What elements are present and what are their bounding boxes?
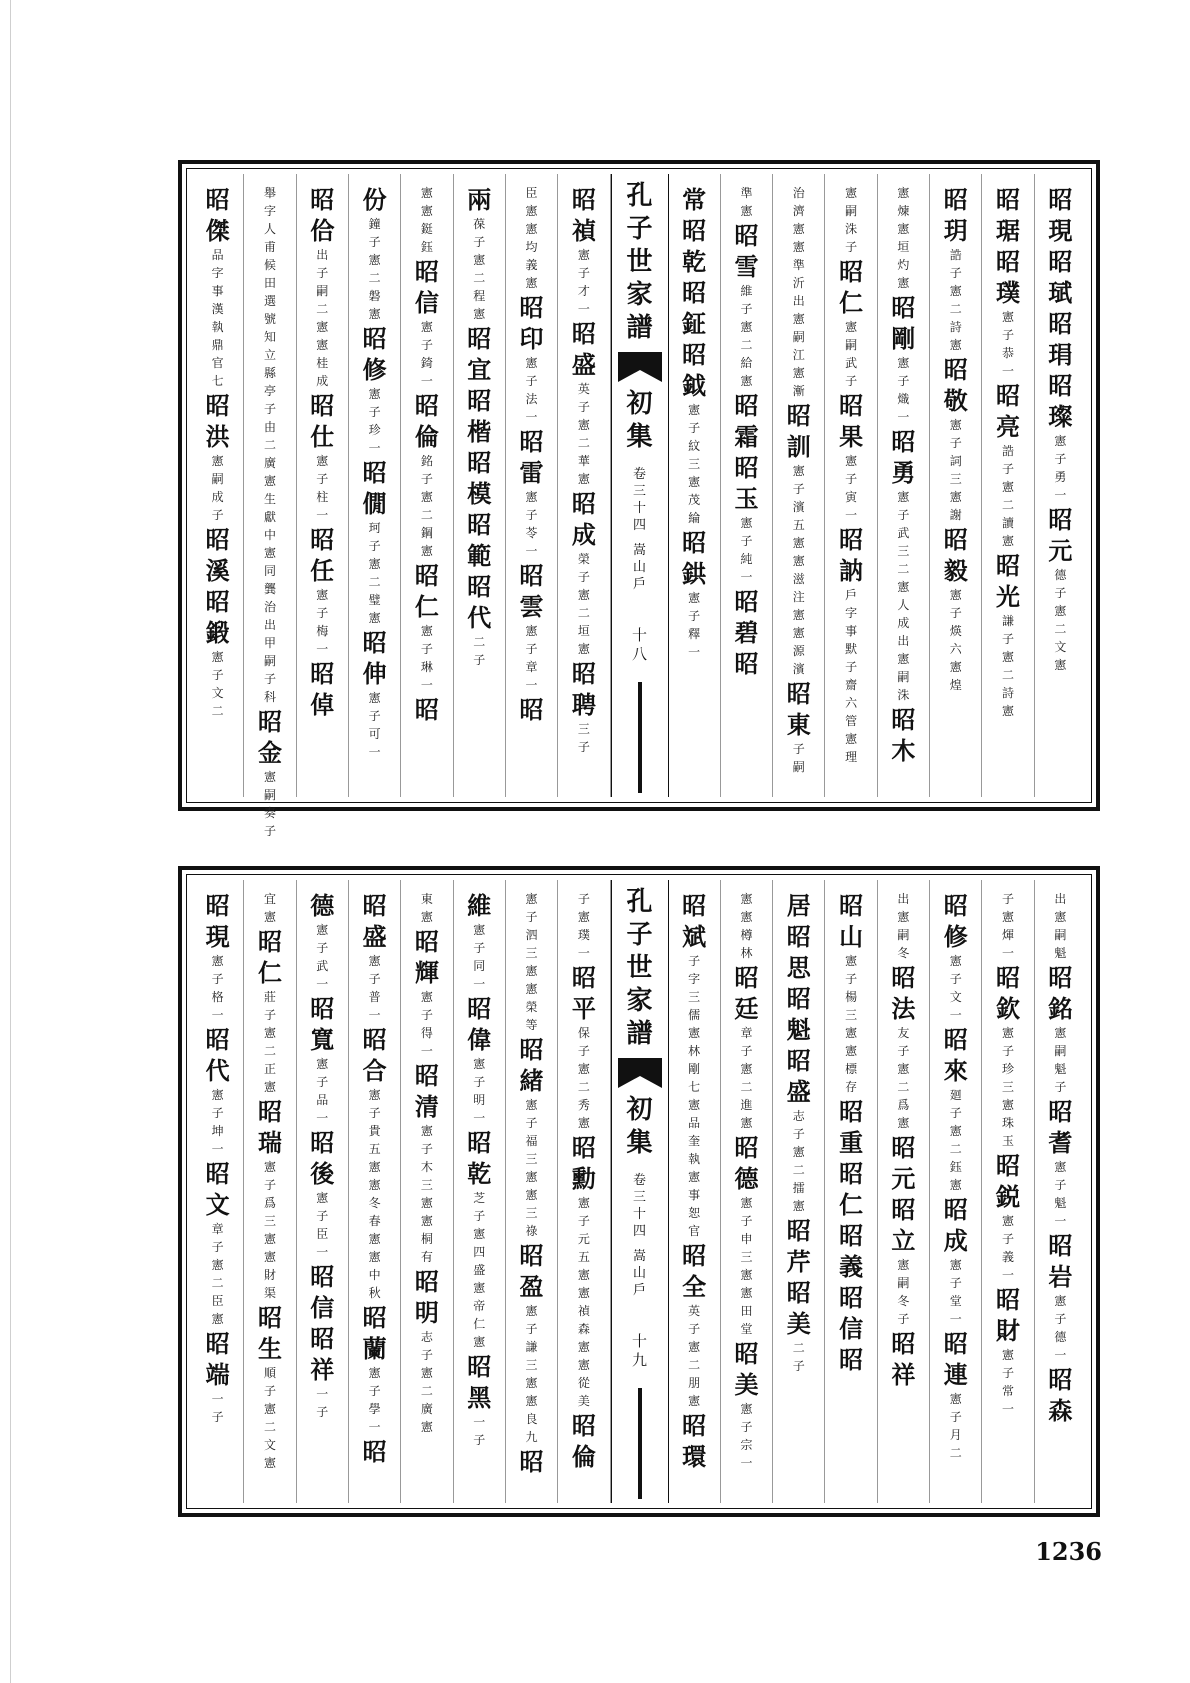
person-name: 昭 法 <box>891 963 916 1023</box>
annotation-note: 憲 子 楊 三 憲 憲 標 存 <box>845 954 858 1094</box>
text-column <box>825 174 877 797</box>
person-name: 昭 鍛 <box>205 587 230 647</box>
text-column <box>454 880 506 1503</box>
annotation-note: 憲 子 純 一 <box>740 516 753 584</box>
person-name: 昭 倫 <box>571 1411 596 1471</box>
annotation-note: 憲 子 苓 一 <box>525 490 538 558</box>
annotation-note: 憲 憲 樽 林 <box>740 892 753 960</box>
text-column <box>669 174 721 797</box>
person-name: 昭 印 <box>519 293 544 353</box>
person-name: 昭 盈 <box>519 1241 544 1301</box>
gutter-rule <box>638 682 642 793</box>
text-column <box>297 880 349 1503</box>
volume-branch-label: 卷 三 十 四 嵩 山 戶 <box>632 467 646 592</box>
person-name: 昭 伸 <box>362 628 387 688</box>
book-title: 孔 子 世 家 譜 <box>626 887 653 1049</box>
annotation-note: 憲 子 德 一 <box>1054 1294 1067 1362</box>
person-name: 昭 端 <box>205 1329 230 1389</box>
page-number: 1236 <box>1035 1537 1102 1566</box>
text-column <box>244 880 296 1503</box>
person-name: 昭 鉷 <box>682 528 707 588</box>
person-name: 昭 思 <box>786 922 811 982</box>
annotation-note: 憲 子 珍 一 <box>368 387 381 455</box>
person-name: 昭 森 <box>1048 1365 1073 1425</box>
person-name: 昭 鉦 <box>682 278 707 338</box>
text-column <box>669 880 721 1503</box>
person-name: 昭 璨 <box>1048 371 1073 431</box>
person-name: 昭 倫 <box>414 391 439 451</box>
annotation-note: 憲 子 木 三 憲 憲 桐 有 <box>420 1124 433 1264</box>
collection-label: 初 集 <box>626 389 653 452</box>
annotation-note: 舉 字 人 甫 候 田 選 號 知 立 縣 亭 子 由 二 廣 憲 生 獻 中 憲 同 龔 治 出 甲 嗣 子 科 <box>263 186 276 704</box>
annotation-note: 保 子 憲 二 秀 憲 <box>577 1026 590 1130</box>
annotation-note: 憲 子 寅 一 <box>845 454 858 522</box>
folio-number: 十 八 <box>631 626 647 663</box>
annotation-note: 憲 子 泗 三 憲 憲 榮 等 <box>525 892 538 1032</box>
annotation-note: 憲 子 申 三 憲 憲 田 堂 <box>740 1196 753 1336</box>
person-name: 昭 <box>839 1345 864 1374</box>
annotation-note: 誥 子 憲 二 讀 憲 <box>1002 444 1015 548</box>
annotation-note: 憲 子 爲 三 憲 憲 財 渠 <box>263 1160 276 1300</box>
person-name: 昭 珷 <box>1048 247 1073 307</box>
person-name: 維 <box>467 891 492 920</box>
person-name: 昭 任 <box>310 525 335 585</box>
person-name: 德 <box>310 891 335 920</box>
annotation-note: 憲 子 堂 一 <box>949 1258 962 1326</box>
annotation-note: 出 憲 嗣 魁 <box>1054 892 1067 960</box>
person-name: 昭 僩 <box>362 458 387 518</box>
text-column <box>930 174 982 797</box>
person-name: 昭 東 <box>786 679 811 739</box>
annotation-note: 一 子 <box>473 1415 486 1447</box>
gutter-rule <box>638 1388 642 1499</box>
annotation-note: 憲 嗣 武 子 <box>845 320 858 388</box>
annotation-note: 品 字 事 漢 執 鼎 官 七 <box>211 248 224 388</box>
annotation-note: 憲 嗣 魁 子 <box>1054 1026 1067 1094</box>
annotation-note: 志 子 憲 二 廣 憲 <box>420 1330 433 1434</box>
person-name: 昭 果 <box>839 391 864 451</box>
person-name: 昭 輝 <box>414 927 439 987</box>
person-name: 昭 寬 <box>310 994 335 1054</box>
annotation-note: 莊 子 憲 二 正 憲 <box>263 990 276 1094</box>
person-name: 昭 訥 <box>839 525 864 585</box>
genealogy-page-bottom <box>178 866 1100 1517</box>
person-name: 昭 敬 <box>943 355 968 415</box>
annotation-note: 憲 嗣 洙 子 <box>845 186 858 254</box>
page-columns-bottom <box>192 880 1086 1503</box>
annotation-note: 憲 子 可 一 <box>368 691 381 759</box>
person-name: 昭 亮 <box>996 381 1021 441</box>
person-name: 昭 霜 <box>734 391 759 451</box>
person-name: 昭 後 <box>310 1128 335 1188</box>
annotation-note: 章 子 憲 二 進 憲 <box>740 1026 753 1130</box>
person-name: 昭 仁 <box>257 927 282 987</box>
annotation-note: 憲 子 琳 一 <box>420 624 433 692</box>
person-name: 昭 連 <box>943 1329 968 1389</box>
person-name: 昭 剛 <box>891 293 916 353</box>
text-column <box>297 174 349 797</box>
annotation-note: 憲 嗣 成 子 <box>211 454 224 522</box>
annotation-note: 憲 子 品 一 <box>316 1057 329 1125</box>
annotation-note: 憲 子 煐 六 憲 煌 <box>949 588 962 692</box>
annotation-note: 憲 子 恭 一 <box>1002 310 1015 378</box>
text-column <box>506 880 558 1503</box>
person-name: 昭 毅 <box>943 525 968 585</box>
annotation-note: 東 憲 <box>420 892 433 924</box>
annotation-note: 子 憲 璞 一 <box>577 892 590 960</box>
person-name: 昭 雪 <box>734 221 759 281</box>
person-name: 昭 <box>362 1437 387 1466</box>
person-name: 昭 義 <box>839 1221 864 1281</box>
annotation-note: 榮 子 憲 二 垣 憲 <box>577 552 590 656</box>
person-name: 昭 文 <box>205 1159 230 1219</box>
annotation-note: 憲 子 錡 一 <box>420 320 433 388</box>
person-name: 昭 德 <box>734 1133 759 1193</box>
text-column <box>878 174 930 797</box>
center-gutter <box>611 174 669 797</box>
annotation-note: 憲 子 貴 五 憲 憲 冬 春 憲 憲 中 秋 <box>368 1088 381 1300</box>
person-name: 昭 乾 <box>682 216 707 276</box>
annotation-note: 憲 子 珍 三 憲 珠 玉 <box>1002 1026 1015 1148</box>
text-column <box>930 880 982 1503</box>
annotation-note: 廻 子 憲 二 鈺 憲 <box>949 1088 962 1192</box>
annotation-note: 維 子 憲 二 給 憲 <box>740 284 753 388</box>
annotation-note: 順 子 憲 二 文 憲 <box>263 1366 276 1470</box>
annotation-note: 憲 子 元 五 憲 憲 禎 森 憲 憲 從 美 <box>577 1196 590 1408</box>
person-name: 昭 財 <box>996 1285 1021 1345</box>
collection-label: 初 集 <box>626 1095 653 1158</box>
center-gutter <box>611 880 669 1503</box>
annotation-note: 二 子 <box>792 1341 805 1373</box>
person-name: 昭 現 <box>1048 185 1073 245</box>
text-column <box>878 880 930 1503</box>
person-name: 昭 模 <box>467 448 492 508</box>
person-name: 昭 洪 <box>205 391 230 451</box>
annotation-note: 憲 子 常 一 <box>1002 1348 1015 1416</box>
person-name: 昭 美 <box>734 1339 759 1399</box>
person-name: 昭 鋭 <box>996 1151 1021 1211</box>
annotation-note: 憲 子 詞 三 憲 謝 <box>949 418 962 522</box>
person-name: 昭 清 <box>414 1061 439 1121</box>
annotation-note: 憲 子 宗 一 <box>740 1402 753 1470</box>
person-name: 昭 斌 <box>682 891 707 951</box>
annotation-note: 出 憲 嗣 冬 <box>897 892 910 960</box>
person-name: 昭 元 <box>1048 505 1073 565</box>
person-name: 昭 合 <box>362 1025 387 1085</box>
annotation-note: 憲 子 柱 一 <box>316 454 329 522</box>
person-name: 昭 元 <box>891 1133 916 1193</box>
person-name: 昭 岩 <box>1048 1231 1073 1291</box>
person-name: 昭 代 <box>205 1025 230 1085</box>
annotation-note: 子 憲 煇 一 <box>1002 892 1015 960</box>
annotation-note: 誥 子 憲 二 詩 憲 <box>949 248 962 352</box>
person-name: 昭 廷 <box>734 963 759 1023</box>
volume-branch-label: 卷 三 十 四 嵩 山 戶 <box>632 1173 646 1298</box>
annotation-note: 憲 子 武 一 <box>316 923 329 991</box>
person-name: 昭 勳 <box>571 1133 596 1193</box>
annotation-note: 銘 子 憲 二 鋼 憲 <box>420 454 433 558</box>
person-name: 昭 銘 <box>1048 963 1073 1023</box>
person-name: 昭 芹 <box>786 1216 811 1276</box>
annotation-note: 憲 子 文 二 <box>211 650 224 718</box>
annotation-note: 憲 子 得 一 <box>420 990 433 1058</box>
person-name: 昭 祥 <box>891 1329 916 1389</box>
person-name: 昭 範 <box>467 510 492 570</box>
annotation-note: 出 子 嗣 二 憲 憲 桂 成 <box>316 248 329 388</box>
annotation-note: 英 子 憲 二 華 憲 <box>577 382 590 486</box>
person-name: 昭 <box>519 1447 544 1476</box>
person-name: 昭 仁 <box>839 1159 864 1219</box>
annotation-note: 憲 憲 鋌 鈺 <box>420 186 433 254</box>
annotation-note: 治 濟 憲 憲 準 沂 出 憲 嗣 江 憲 漸 <box>792 186 805 398</box>
annotation-note: 憲 子 格 一 <box>211 954 224 1022</box>
text-column <box>773 174 825 797</box>
annotation-note: 憲 子 勇 一 <box>1054 434 1067 502</box>
person-name: 昭 明 <box>414 1267 439 1327</box>
person-name: 昭 玥 <box>943 185 968 245</box>
text-column <box>558 880 610 1503</box>
annotation-note: 憲 子 謙 三 憲 憲 良 九 <box>525 1304 538 1444</box>
person-name: 居 <box>786 891 811 920</box>
person-name: 昭 山 <box>839 891 864 951</box>
person-name: 昭 金 <box>257 707 282 767</box>
text-column <box>558 174 610 797</box>
person-name: 昭 仁 <box>414 561 439 621</box>
annotation-note: 憲 子 月 二 <box>949 1392 962 1460</box>
person-name: 昭 盛 <box>571 319 596 379</box>
person-name: 昭 仕 <box>310 391 335 451</box>
person-name: 昭 盛 <box>362 891 387 951</box>
text-column <box>401 880 453 1503</box>
person-name: 昭 全 <box>682 1241 707 1301</box>
person-name: 昭 緒 <box>519 1035 544 1095</box>
annotation-note: 憲 子 同 一 <box>473 923 486 991</box>
person-name: 昭 蘭 <box>362 1303 387 1363</box>
person-name: 昭 修 <box>943 891 968 951</box>
person-name: 昭 耆 <box>1048 1097 1073 1157</box>
person-name: 昭 倬 <box>310 659 335 719</box>
text-column <box>244 174 296 838</box>
annotation-note: 鐘 子 憲 二 磐 憲 <box>368 217 381 321</box>
genealogy-page-top <box>178 160 1100 838</box>
page-columns-top <box>192 174 1086 838</box>
person-name: 昭 仁 <box>839 257 864 317</box>
person-name: 昭 乾 <box>467 1128 492 1188</box>
annotation-note: 憲 嗣 奏 子 <box>263 770 276 838</box>
person-name: 昭 琄 <box>1048 309 1073 369</box>
annotation-note: 憲 子 法 一 <box>525 356 538 424</box>
folio-number: 十 九 <box>631 1332 647 1369</box>
person-name: 昭 瑞 <box>257 1097 282 1157</box>
person-name: 昭 環 <box>682 1411 707 1471</box>
person-name: 昭 訓 <box>786 401 811 461</box>
person-name: 昭 溪 <box>205 525 230 585</box>
annotation-note: 憲 子 才 一 <box>577 248 590 316</box>
text-column <box>506 174 558 797</box>
text-column <box>401 174 453 797</box>
person-name: 昭 偉 <box>467 994 492 1054</box>
annotation-note: 憲 子 文 一 <box>949 954 962 1022</box>
person-name: 昭 雷 <box>519 427 544 487</box>
annotation-note: 一 子 <box>316 1387 329 1419</box>
annotation-note: 珂 子 憲 二 璧 憲 <box>368 521 381 625</box>
annotation-note: 志 子 憲 二 擂 憲 <box>792 1109 805 1213</box>
person-name: 昭 傑 <box>205 185 230 245</box>
person-name: 昭 琚 <box>996 185 1021 245</box>
annotation-note: 憲 子 臣 一 <box>316 1191 329 1259</box>
person-name: 昭 聘 <box>571 659 596 719</box>
person-name: 昭 信 <box>414 257 439 317</box>
text-column <box>721 880 773 1503</box>
person-name: 昭 欽 <box>996 963 1021 1023</box>
annotation-note: 憲 子 福 三 憲 憲 三 祿 <box>525 1098 538 1238</box>
person-name: 昭 現 <box>205 891 230 951</box>
annotation-note: 子 字 三 儒 憲 林 剛 七 憲 品 奎 執 憲 事 恕 官 <box>688 954 701 1238</box>
text-column <box>721 174 773 797</box>
fish-tail-icon <box>618 352 662 382</box>
annotation-note: 憲 煉 憲 垣 灼 憲 <box>897 186 910 290</box>
text-column <box>773 880 825 1503</box>
person-name: 昭 來 <box>943 1025 968 1085</box>
annotation-note: 憲 子 紋 三 憲 茂 綸 <box>688 403 701 525</box>
text-column <box>454 174 506 797</box>
annotation-note: 英 子 憲 二 朋 憲 <box>688 1304 701 1408</box>
annotation-note: 憲 子 明 一 <box>473 1057 486 1125</box>
text-column <box>1035 174 1086 797</box>
annotation-note: 戶 字 事 默 子 齋 六 管 憲 理 <box>845 588 858 764</box>
person-name: 常 <box>682 185 707 214</box>
person-name: 昭 佮 <box>310 185 335 245</box>
person-name: 昭 祥 <box>310 1324 335 1384</box>
annotation-note: 二 子 <box>473 635 486 667</box>
person-name: 昭 碧 <box>734 587 759 647</box>
person-name: 昭 成 <box>943 1195 968 1255</box>
scan-edge-line <box>10 0 11 1683</box>
person-name: 昭 勇 <box>891 427 916 487</box>
annotation-note: 憲 子 章 一 <box>525 624 538 692</box>
annotation-note: 憲 子 學 一 <box>368 1366 381 1434</box>
text-column <box>825 880 877 1503</box>
annotation-note: 臣 憲 憲 均 義 憲 <box>525 186 538 290</box>
person-name: 昭 <box>414 695 439 724</box>
person-name: 昭 重 <box>839 1097 864 1157</box>
annotation-note: 宜 憲 <box>263 892 276 924</box>
person-name: 昭 信 <box>310 1262 335 1322</box>
annotation-note: 子 嗣 <box>792 742 805 774</box>
person-name: 昭 <box>734 649 759 678</box>
person-name: 昭 修 <box>362 324 387 384</box>
annotation-note: 憲 嗣 冬 子 <box>897 1258 910 1326</box>
annotation-note: 葆 子 憲 二 程 憲 <box>473 217 486 321</box>
person-name: 昭 璞 <box>996 247 1021 307</box>
person-name: 昭 代 <box>467 572 492 632</box>
annotation-note: 憲 子 梅 一 <box>316 588 329 656</box>
person-name: 昭 鉞 <box>682 340 707 400</box>
person-name: 昭 光 <box>996 551 1021 611</box>
text-column <box>982 880 1034 1503</box>
person-name: 兩 <box>467 185 492 214</box>
annotation-note: 憲 子 釋 一 <box>688 591 701 659</box>
annotation-note: 芝 子 憲 四 盛 憲 帝 仁 憲 <box>473 1191 486 1349</box>
annotation-note: 準 憲 <box>740 186 753 218</box>
text-column <box>1035 880 1086 1503</box>
person-name: 份 <box>362 185 387 214</box>
annotation-note: 憲 子 武 三 二 憲 人 成 出 憲 嗣 洙 <box>897 490 910 702</box>
person-name: 昭 美 <box>786 1278 811 1338</box>
annotation-note: 一 子 <box>211 1392 224 1424</box>
person-name: 昭 信 <box>839 1283 864 1343</box>
annotation-note: 友 子 憲 二 爲 憲 <box>897 1026 910 1130</box>
person-name: 昭 宜 <box>467 324 492 384</box>
annotation-note: 憲 子 坤 一 <box>211 1088 224 1156</box>
annotation-note: 憲 子 義 一 <box>1002 1214 1015 1282</box>
person-name: 昭 禎 <box>571 185 596 245</box>
person-name: 昭 雲 <box>519 561 544 621</box>
annotation-note: 憲 子 魁 一 <box>1054 1160 1067 1228</box>
text-column <box>192 174 244 797</box>
person-name: 昭 生 <box>257 1303 282 1363</box>
annotation-note: 章 子 憲 二 臣 憲 <box>211 1222 224 1326</box>
book-title: 孔 子 世 家 譜 <box>626 181 653 343</box>
person-name: 昭 成 <box>571 489 596 549</box>
text-column <box>192 880 244 1503</box>
person-name: 昭 楷 <box>467 386 492 446</box>
annotation-note: 憲 子 普 一 <box>368 954 381 1022</box>
person-name: 昭 魁 <box>786 984 811 1044</box>
person-name: 昭 <box>519 695 544 724</box>
person-name: 昭 木 <box>891 705 916 765</box>
annotation-note: 德 子 憲 二 文 憲 <box>1054 568 1067 672</box>
annotation-note: 謙 子 憲 二 詩 憲 <box>1002 614 1015 718</box>
annotation-note: 憲 子 熾 一 <box>897 356 910 424</box>
annotation-note: 憲 子 濱 五 憲 憲 滋 注 憲 憲 源 濱 <box>792 464 805 676</box>
text-column <box>982 174 1034 797</box>
text-column <box>349 880 401 1503</box>
person-name: 昭 黑 <box>467 1352 492 1412</box>
annotation-note: 三 子 <box>577 722 590 754</box>
fish-tail-icon <box>618 1058 662 1088</box>
person-name: 昭 立 <box>891 1195 916 1255</box>
text-column <box>349 174 401 797</box>
person-name: 昭 盛 <box>786 1046 811 1106</box>
person-name: 昭 平 <box>571 963 596 1023</box>
person-name: 昭 玉 <box>734 453 759 513</box>
